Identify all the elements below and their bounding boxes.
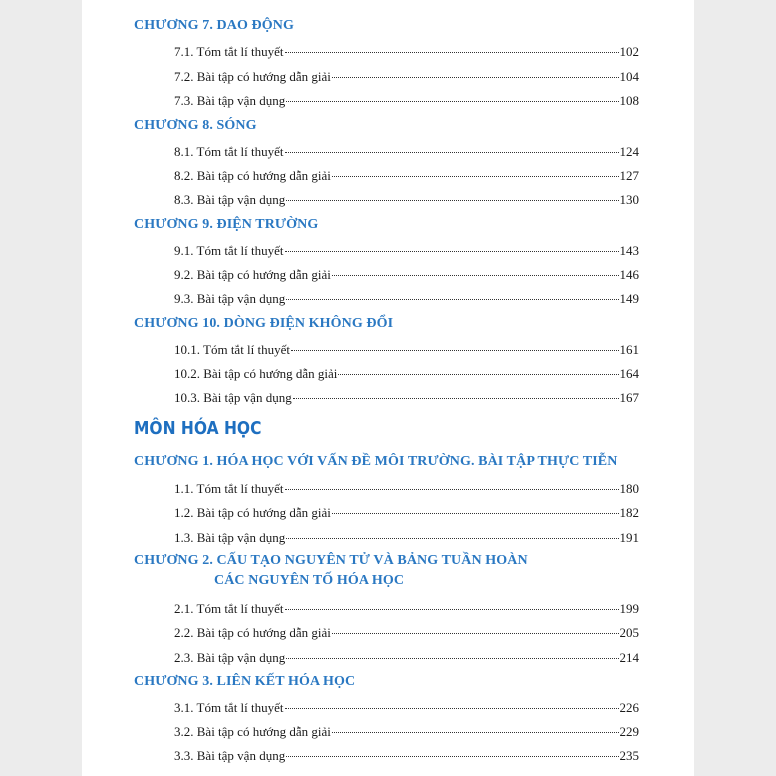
toc-entry[interactable] (174, 342, 639, 358)
toc-entry[interactable] (174, 481, 639, 497)
dot-leader (291, 350, 618, 351)
toc-entry-label: 9.1. Tóm tắt lí thuyết (174, 243, 284, 258)
toc-entry-label: 2.2. Bài tập có hướng dẫn giải (174, 625, 331, 640)
toc-entry-page: 180 (619, 481, 639, 496)
toc-entry[interactable] (174, 44, 639, 60)
toc-entry[interactable] (174, 93, 639, 109)
toc-entry-page: 167 (619, 390, 639, 405)
toc-entry-label: 7.3. Bài tập vận dụng (174, 93, 286, 108)
toc-entry-label: 3.2. Bài tập có hướng dẫn giải (174, 724, 331, 739)
chapter-heading-line2: CÁC NGUYÊN TỐ HÓA HỌC (214, 573, 405, 588)
subject-heading: MÔN HÓA HỌC (134, 418, 262, 439)
toc-entry-label: 8.2. Bài tập có hướng dẫn giải (174, 168, 331, 183)
toc-entry-label: 8.3. Bài tập vận dụng (174, 192, 286, 207)
dot-leader (285, 489, 619, 490)
dot-leader (286, 756, 618, 757)
dot-leader (286, 299, 618, 300)
toc-entry-page: 161 (619, 342, 639, 357)
toc-entry[interactable] (174, 69, 639, 85)
dot-leader (286, 538, 618, 539)
toc-entry[interactable] (174, 267, 639, 283)
toc-entry-label: 7.2. Bài tập có hướng dẫn giải (174, 69, 331, 84)
toc-entry[interactable] (174, 291, 639, 307)
dot-leader (332, 176, 619, 177)
dot-leader (332, 732, 619, 733)
dot-leader (332, 513, 619, 514)
toc-entry-label: 10.2. Bài tập có hướng dẫn giải (174, 366, 338, 381)
toc-entry-page: 143 (619, 243, 639, 258)
chapter-heading: CHƯƠNG 3. LIÊN KẾT HÓA HỌC (134, 674, 356, 689)
toc-entry-label: 2.3. Bài tập vận dụng (174, 650, 286, 665)
dot-leader (332, 633, 619, 634)
toc-entry[interactable] (174, 168, 639, 184)
toc-entry-page: 182 (619, 505, 639, 520)
dot-leader (286, 101, 618, 102)
toc-entry-label: 1.2. Bài tập có hướng dẫn giải (174, 505, 331, 520)
toc-entry-label: 1.3. Bài tập vận dụng (174, 530, 286, 545)
document-page (82, 0, 694, 776)
toc-entry-label: 9.2. Bài tập có hướng dẫn giải (174, 267, 331, 282)
toc-entry-label: 10.1. Tóm tắt lí thuyết (174, 342, 291, 357)
toc-entry-label: 2.1. Tóm tắt lí thuyết (174, 601, 284, 616)
toc-entry-page: 164 (619, 366, 639, 381)
toc-entry[interactable] (174, 505, 639, 521)
toc-entry-label: 10.3. Bài tập vận dụng (174, 390, 292, 405)
dot-leader (286, 658, 618, 659)
dot-leader (285, 52, 619, 53)
chapter-heading: CHƯƠNG 9. ĐIỆN TRƯỜNG (134, 217, 319, 232)
toc-entry[interactable] (174, 390, 639, 406)
toc-entry-label: 3.1. Tóm tắt lí thuyết (174, 700, 284, 715)
dot-leader (285, 708, 619, 709)
dot-leader (332, 275, 619, 276)
toc-entry[interactable] (174, 700, 639, 716)
toc-entry-page: 191 (619, 530, 639, 545)
toc-entry-page: 235 (619, 748, 639, 763)
toc-entry-page: 102 (619, 44, 639, 59)
toc-entry[interactable] (174, 601, 639, 617)
dot-leader (285, 152, 619, 153)
chapter-heading: CHƯƠNG 7. DAO ĐỘNG (134, 18, 294, 33)
dot-leader (286, 200, 618, 201)
toc-entry[interactable] (174, 243, 639, 259)
toc-entry-page: 124 (619, 144, 639, 159)
dot-leader (285, 609, 619, 610)
toc-entry[interactable] (174, 192, 639, 208)
chapter-heading-line1: CHƯƠNG 2. CẤU TẠO NGUYÊN TỬ VÀ BẢNG TUẦN HOÀN (134, 553, 528, 568)
chapter-heading: CHƯƠNG 10. DÒNG ĐIỆN KHÔNG ĐỔI (134, 316, 394, 331)
toc-entry-page: 146 (619, 267, 639, 282)
toc-entry[interactable] (174, 530, 639, 546)
toc-entry-label: 3.3. Bài tập vận dụng (174, 748, 286, 763)
toc-entry-label: 9.3. Bài tập vận dụng (174, 291, 286, 306)
toc-entry-page: 149 (619, 291, 639, 306)
dot-leader (285, 251, 619, 252)
toc-entry[interactable] (174, 366, 639, 382)
toc-entry-page: 127 (619, 168, 639, 183)
toc-entry-page: 199 (619, 601, 639, 616)
toc-entry-label: 7.1. Tóm tắt lí thuyết (174, 44, 284, 59)
toc-entry-page: 226 (619, 700, 639, 715)
toc-entry-label: 1.1. Tóm tắt lí thuyết (174, 481, 284, 496)
dot-leader (332, 77, 619, 78)
dot-leader (293, 398, 619, 399)
toc-entry[interactable] (174, 650, 639, 666)
chapter-heading: CHƯƠNG 8. SÓNG (134, 118, 257, 133)
toc-entry-page: 130 (619, 192, 639, 207)
dot-leader (338, 374, 618, 375)
chapter-heading (134, 553, 528, 589)
toc-entry-page: 104 (619, 69, 639, 84)
toc-entry-page: 214 (619, 650, 639, 665)
toc-entry[interactable] (174, 144, 639, 160)
toc-entry-page: 229 (619, 724, 639, 739)
toc-entry[interactable] (174, 748, 639, 764)
toc-entry[interactable] (174, 724, 639, 740)
chapter-heading: CHƯƠNG 1. HÓA HỌC VỚI VẤN ĐỀ MÔI TRƯỜNG. BÀI TẬP THỰC TIỄN (134, 454, 618, 469)
toc-entry[interactable] (174, 625, 639, 641)
toc-entry-page: 205 (619, 625, 639, 640)
toc-entry-page: 108 (619, 93, 639, 108)
toc-entry-label: 8.1. Tóm tắt lí thuyết (174, 144, 284, 159)
